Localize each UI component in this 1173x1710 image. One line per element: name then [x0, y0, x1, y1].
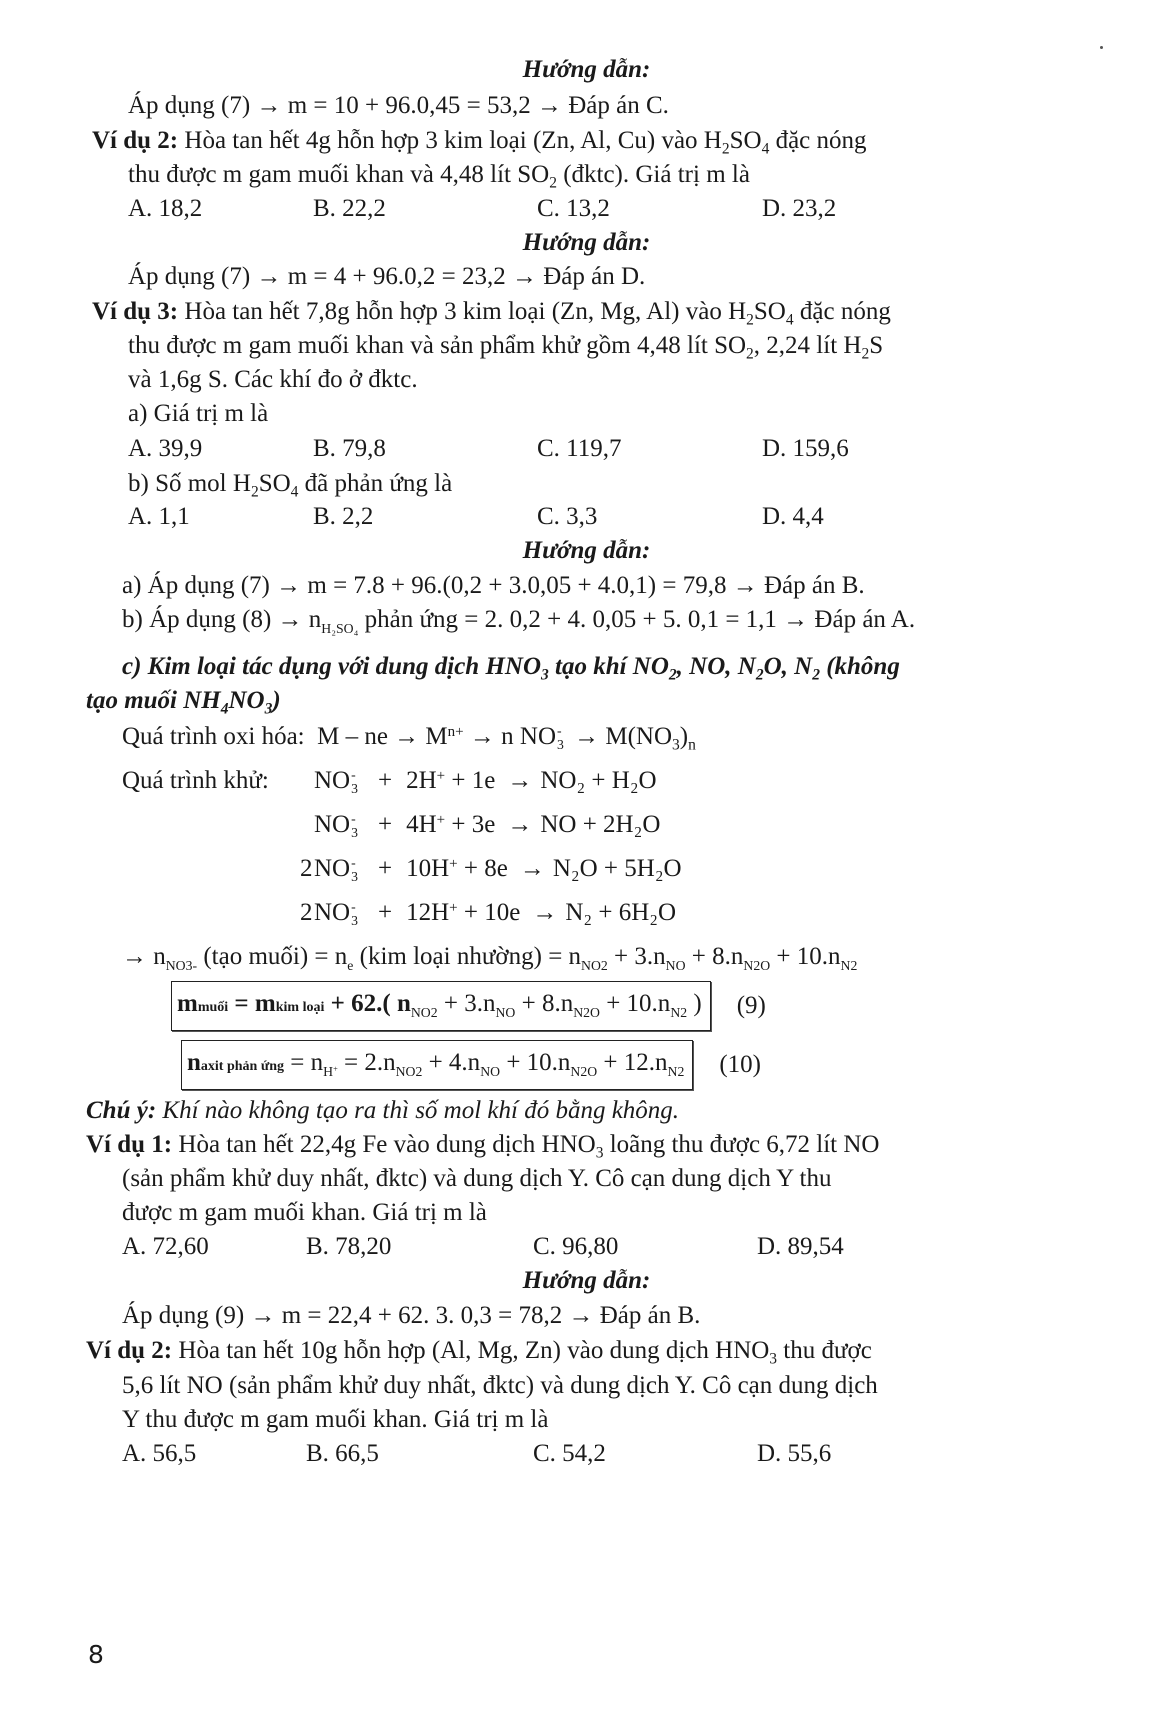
formula-9-number: (9)	[736, 992, 766, 1019]
reduction-equation: NO - 3 + 4H+ + 3e → NO + 2H₂O	[314, 810, 661, 841]
reduction-equation: 2NO - 3 + 10H+ + 8e → N₂O + 5H₂O	[300, 854, 682, 885]
formula-9-row	[171, 981, 766, 1031]
section-c-heading-1: c) Kim loại tác dụng với dung dịch $HNO_3$ tạo khí $NO_2$, NO, $N_2O$, $N_2$ (không	[122, 653, 900, 684]
option-d: D. 89,54	[757, 1233, 844, 1260]
option-a: A. 72,60	[122, 1233, 209, 1260]
question-a: a) Giá trị m là	[128, 400, 269, 427]
section-c-heading-2: tạo muối $NH_4NO_3$)	[86, 687, 281, 718]
example-3-line-3: và 1,6g S. Các khí đo ở đktc.	[128, 366, 418, 393]
example-1-line-3: được m gam muối khan. Giá trị m là	[122, 1199, 487, 1226]
page-number: 8	[88, 1640, 104, 1669]
formula-10-row	[181, 1040, 761, 1090]
formula-9: mmuối = mkim loại + 62.( $n_{NO2} + 3.n_{NO} + 8.n_{N2O} + 10.n_{N2}$ )	[177, 990, 702, 1021]
solution-line: Áp dụng (7) → m = 4 + 96.0,2 = 23,2 → Đáp án D.	[128, 263, 646, 290]
guide-heading: Hướng dẫn:	[522, 56, 651, 83]
reduction-label: Quá trình khử:	[122, 767, 269, 794]
formula-10-box	[181, 1040, 693, 1090]
solution-b: b) Áp dụng $(8) \to n_{H_2SO_4}$ phản ứng = 2. 0,2 + 4. 0,05 + 5. 0,1 = 1,1 → Đáp án A.	[122, 606, 916, 637]
example-2-hno3-line-3: Y thu được m gam muối khan. Giá trị m là	[122, 1406, 549, 1433]
scan-speck	[1100, 46, 1103, 49]
reduction-equation: NO - 3 + 2H+ + 1e → NO₂ + H₂O	[314, 766, 657, 797]
reduction-equation: 2NO - 3 + 12H+ + 10e → N₂ + 6H₂O	[300, 898, 677, 929]
question-b: b) Số mol $H_2SO_4$ đã phản ứng là	[128, 470, 453, 501]
nitrate-relation: → $n_{NO3-}$ (tạo muối) = $n_e$ (kim loại nhường) = $n_{NO2} + 3.n_{NO} + 8.n_{N2O} + 10.n_{N2}$	[122, 943, 858, 974]
example-2-hno3-line-1: Ví dụ 2: Hòa tan hết 10g hỗn hợp (Al, Mg, Zn) vào dung dịch $HNO_3$ thu được	[86, 1337, 872, 1368]
option-b: B. 79,8	[313, 435, 386, 462]
nitrate-charge: - 3	[351, 810, 358, 841]
example-label: Ví dụ 2:	[86, 1337, 173, 1364]
nitrate-charge: - 3	[351, 766, 358, 797]
example-label: Ví dụ 2:	[92, 127, 179, 154]
solution-a: a) Áp dụng (7) → m = 7.8 + 96.(0,2 + 3.0,05 + 4.0,1) = 79,8 → Đáp án B.	[122, 572, 865, 599]
example-label: Ví dụ 3:	[92, 298, 179, 325]
option-a: A. 1,1	[128, 503, 190, 530]
formula-9-box	[171, 981, 711, 1031]
example-1-line-1: Ví dụ 1: Hòa tan hết 22,4g Fe vào dung dịch $HNO_3$ loãng thu được 6,72 lít NO	[86, 1131, 880, 1162]
example-label: Ví dụ 1:	[86, 1131, 173, 1158]
option-c: C. 3,3	[537, 503, 598, 530]
oxidation-process: Quá trình oxi hóa: M – ne → $M^{n+} \to n$ NO - 3 → $M(NO_3)_n$	[122, 722, 696, 754]
option-a: A. 18,2	[128, 195, 203, 222]
guide-heading: Hướng dẫn:	[522, 1267, 651, 1294]
example-1-line-2: (sản phẩm khử duy nhất, đktc) và dung dịch Y. Cô cạn dung dịch Y thu	[122, 1165, 832, 1192]
example-2-line-2: thu được m gam muối khan và 4,48 lít $SO_2$ (đktc). Giá trị m là	[128, 161, 750, 192]
option-c: C. 13,2	[537, 195, 610, 222]
option-d: D. 23,2	[762, 195, 837, 222]
solution-line: Áp dụng (9) → m = 22,4 + 62. 3. 0,3 = 78,2 → Đáp án B.	[122, 1302, 701, 1329]
nitrate-charge: - 3	[557, 722, 564, 753]
option-d: D. 4,4	[762, 503, 824, 530]
formula-10-number: (10)	[719, 1051, 761, 1078]
option-c: C. 119,7	[537, 435, 622, 462]
nitrate-charge: - 3	[351, 854, 358, 885]
example-2-hno3-line-2: 5,6 lít NO (sản phẩm khử duy nhất, đktc) và dung dịch Y. Cô cạn dung dịch	[122, 1372, 878, 1399]
guide-heading: Hướng dẫn:	[522, 229, 651, 256]
option-c: C. 96,80	[533, 1233, 619, 1260]
option-b: B. 2,2	[313, 503, 374, 530]
option-b: B. 66,5	[306, 1440, 379, 1467]
option-a: A. 39,9	[128, 435, 203, 462]
nitrate-charge: - 3	[351, 898, 358, 929]
note: Chú ý: Khí nào không tạo ra thì số mol khí đó bằng không.	[86, 1097, 680, 1124]
example-2-line-1: Ví dụ 2: Hòa tan hết 4g hỗn hợp 3 kim loại (Zn, Al, Cu) vào $H_2SO_4$ đặc nóng	[92, 127, 867, 158]
formula-10: naxit phản ứng = $n_{H^+} = 2.n_{NO2} + 4.n_{NO} + 10.n_{N2O} + 12.n_{N2}$	[187, 1049, 685, 1080]
example-3-line-1: Ví dụ 3: Hòa tan hết 7,8g hỗn hợp 3 kim loại (Zn, Mg, Al) vào $H_2SO_4$ đặc nóng	[92, 298, 891, 329]
option-d: D. 55,6	[757, 1440, 832, 1467]
example-3-line-2: thu được m gam muối khan và sản phẩm khử gồm 4,48 lít $SO_2$, 2,24 lít $H_2S$	[128, 332, 884, 363]
option-a: A. 56,5	[122, 1440, 197, 1467]
option-b: B. 78,20	[306, 1233, 392, 1260]
solution-line: Áp dụng (7) → m = 10 + 96.0,45 = 53,2 → Đáp án C.	[128, 92, 669, 119]
option-c: C. 54,2	[533, 1440, 606, 1467]
option-d: D. 159,6	[762, 435, 849, 462]
guide-heading: Hướng dẫn:	[522, 537, 651, 564]
option-b: B. 22,2	[313, 195, 386, 222]
